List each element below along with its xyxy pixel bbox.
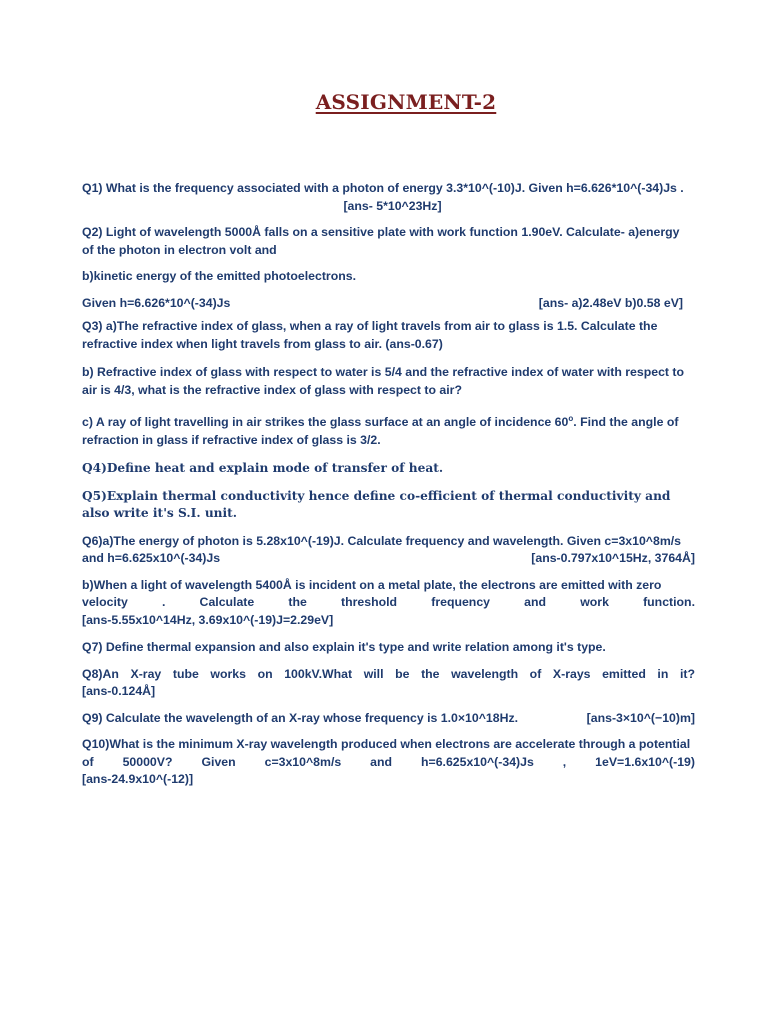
question-6-part-b-line-1: b)When a light of wavelength 5400Å is incident on a metal plate, the electrons are emitted with zero [82, 577, 662, 592]
question-10-line-1: Q10)What is the minimum X-ray wavelength produced when electrons are accelerate through a potential [82, 737, 691, 752]
question-5 [82, 488, 695, 523]
question-10-answer: [ans-24.9x10^(-12)] [82, 772, 194, 787]
question-2-line-2: of the photon in electron volt and [82, 242, 277, 257]
question-3-part-b: b) Refractive index of glass with respect to water is 5/4 and the refractive index of water with respect to air is 4/3, what is the refractive index of glass with respect to air? [82, 365, 685, 397]
question-2-answer: [ans- a)2.48eV b)0.58 eV] [538, 295, 683, 310]
question-4 [82, 460, 695, 478]
question-2-line-1: Q2) Light of wavelength 5000Å falls on a sensitive plate with work function 1.90eV. Calculate- a)energy [82, 225, 680, 239]
question-3-part-c-start: c) A ray of light travelling in air strikes the glass surface at an angle of incidence 60 [82, 415, 569, 430]
question-5-text: Q5)Explain thermal conductivity hence define co-efficient of thermal conductivity and also write it's S.I. unit. [82, 488, 671, 521]
question-2-part-b: b)kinetic energy of the emitted photoelectrons. [82, 269, 356, 283]
question-7-text: Q7) Define thermal expansion and also explain it's type and write relation among it's type. [82, 640, 606, 655]
question-3 [82, 318, 695, 449]
question-list [82, 180, 695, 789]
question-6 [82, 533, 695, 630]
question-1 [82, 180, 695, 215]
question-3-part-c-end: . Find the angle of refraction in glass if refractive index of glass is 3/2. [82, 415, 679, 447]
question-2-given: Given h=6.626*10^(-34)Js [82, 295, 231, 310]
question-4-text: Q4)Define heat and explain mode of transfer of heat. [82, 461, 444, 476]
question-9 [82, 710, 695, 728]
question-8-answer: [ans-0.124Å] [82, 684, 156, 699]
question-6-part-a-row [82, 550, 695, 568]
question-1-answer: [ans- 5*10^23Hz] [343, 198, 442, 213]
question-8-text: Q8)An X-ray tube works on 100kV.What will be the wavelength of X-rays emitted in it? [82, 666, 695, 681]
question-1-text: Q1) What is the frequency associated with a photon of energy 3.3*10^(-10)J. Given h=6.626*10^(-34)Js . [82, 181, 684, 195]
question-6-part-a-line-1: Q6)a)The energy of photon is 5.28x10^(-19)J. Calculate frequency and wavelength. Given c=3x10^8m/s [82, 533, 682, 548]
question-2-given-row [82, 295, 695, 313]
question-9-text: Q9) Calculate the wavelength of an X-ray whose frequency is 1.0×10^18Hz. [82, 710, 519, 725]
degree-symbol: o [568, 414, 574, 423]
question-8 [82, 666, 695, 701]
question-10-line-2: of 50000V? Given c=3x10^8m/s and h=6.625x10^(-34)Js , 1eV=1.6x10^(-19) [82, 754, 695, 769]
question-6-part-a-answer: [ans-0.797x10^15Hz, 3764Å] [531, 551, 695, 566]
question-7 [82, 639, 695, 657]
question-6-part-b-answer: [ans-5.55x10^14Hz, 3.69x10^(-19)J=2.29eV] [82, 612, 334, 627]
question-6-part-b-line-2: velocity . Calculate the threshold frequency and work function. [82, 595, 695, 610]
question-9-answer: [ans-3×10^(−10)m] [586, 710, 695, 725]
question-6-part-a-line-2: and h=6.625x10^(-34)Js [82, 551, 221, 566]
question-2 [82, 224, 695, 312]
page-title: ASSIGNMENT-2 [315, 90, 497, 114]
question-9-row [82, 710, 695, 728]
question-3-part-c [82, 410, 695, 449]
question-10 [82, 736, 695, 789]
question-3-part-a: Q3) a)The refractive index of glass, when a ray of light travels from air to glass is 1.5. Calculate the refractive index when light travels from glass to air. (ans-0.67) [82, 319, 658, 351]
